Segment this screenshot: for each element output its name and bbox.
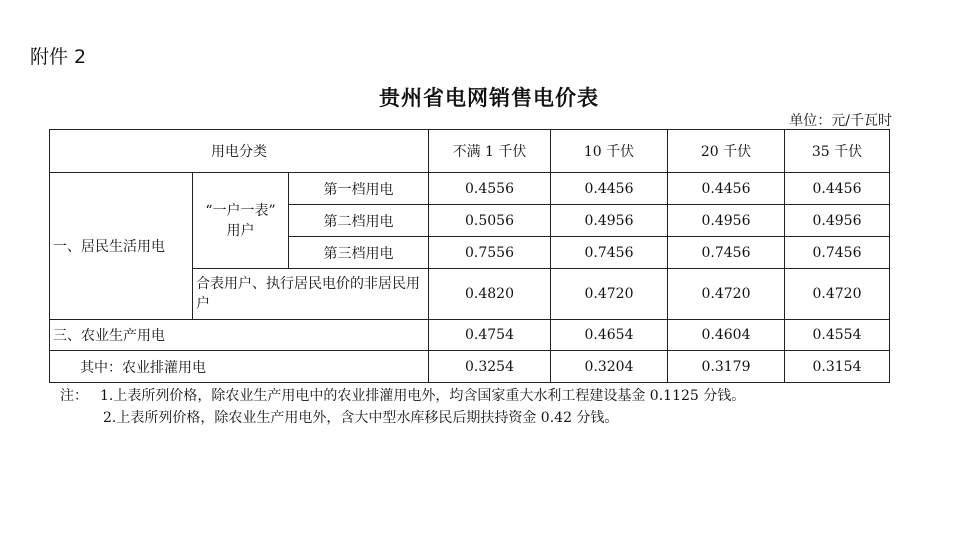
header-row (50, 130, 890, 173)
price-cell: 0.4720 (551, 269, 668, 320)
price-cell: 0.4456 (668, 173, 785, 205)
column-header: 不满 1 千伏 (429, 130, 551, 173)
attachment-label: 附件 2 (30, 46, 87, 68)
price-cell: 0.4956 (551, 205, 668, 237)
price-table (49, 129, 890, 383)
shared-meter-label: 合表用户、执行居民电价的非居民用户 (193, 269, 429, 320)
residential-label: 一、居民生活用电 (50, 173, 193, 320)
note-text: 2.上表所列价格，除农业生产用电外，含大中型水库移民后期扶持资金 0.42 分钱。 (103, 410, 619, 426)
tier-label: 第三档用电 (289, 237, 429, 269)
tier-label: 第一档用电 (289, 173, 429, 205)
price-cell: 0.5056 (429, 205, 551, 237)
note-text: 1.上表所列价格，除农业生产用电中的农业排灌用电外，均含国家重大水利工程建设基金 0.1125 分钱。 (100, 388, 746, 404)
table-row (50, 351, 890, 383)
price-cell: 0.4456 (551, 173, 668, 205)
price-cell: 0.3254 (429, 351, 551, 383)
tier-label: 第二档用电 (289, 205, 429, 237)
irrigation-label: 其中：农业排灌用电 (50, 351, 429, 383)
price-cell: 0.7556 (429, 237, 551, 269)
one-meter-label: “一户一表” 用户 (193, 173, 289, 269)
price-cell: 0.4556 (429, 173, 551, 205)
price-cell: 0.4654 (551, 320, 668, 351)
note-2 (103, 407, 618, 427)
agriculture-label: 三、农业生产用电 (50, 320, 429, 351)
price-cell: 0.7456 (668, 237, 785, 269)
price-cell: 0.4554 (785, 320, 890, 351)
price-cell: 0.4604 (668, 320, 785, 351)
column-header: 10 千伏 (551, 130, 668, 173)
price-cell: 0.3204 (551, 351, 668, 383)
price-cell: 0.7456 (785, 237, 890, 269)
page-title: 贵州省电网销售电价表 (379, 86, 599, 110)
category-header: 用电分类 (50, 130, 429, 173)
note-prefix: 注： (60, 388, 88, 404)
price-cell: 0.4956 (668, 205, 785, 237)
price-cell: 0.3154 (785, 351, 890, 383)
price-cell: 0.4754 (429, 320, 551, 351)
price-cell: 0.4820 (429, 269, 551, 320)
column-header: 35 千伏 (785, 130, 890, 173)
price-cell: 0.3179 (668, 351, 785, 383)
unit-label: 单位：元/千瓦时 (789, 113, 892, 129)
price-cell: 0.4456 (785, 173, 890, 205)
price-cell: 0.4720 (668, 269, 785, 320)
price-cell: 0.7456 (551, 237, 668, 269)
table-row (50, 173, 890, 205)
note-1 (60, 385, 745, 405)
table-row (50, 320, 890, 351)
price-cell: 0.4956 (785, 205, 890, 237)
column-header: 20 千伏 (668, 130, 785, 173)
price-cell: 0.4720 (785, 269, 890, 320)
